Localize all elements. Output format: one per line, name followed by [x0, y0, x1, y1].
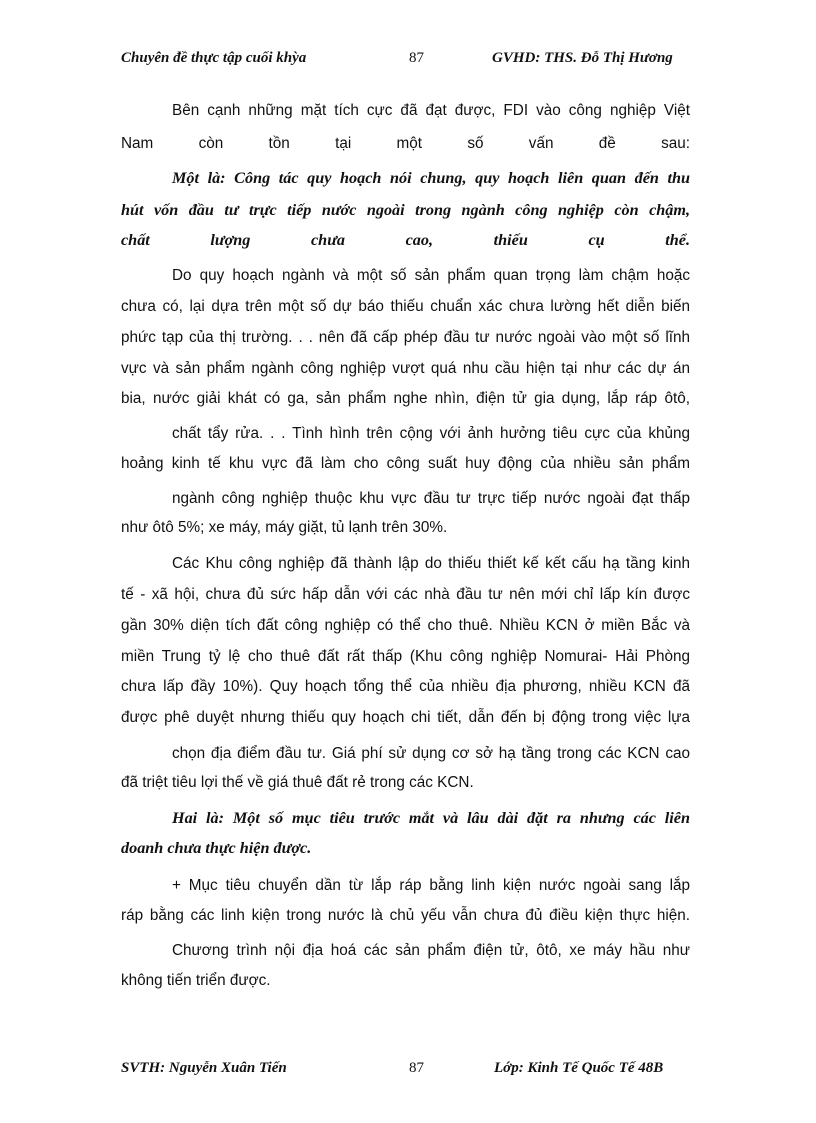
text-line: ngành công nghiệp thuộc khu vực đầu tư trực tiếp nước ngoài đạt thấp	[172, 490, 690, 507]
footer-right-class: Lớp: Kinh Tế Quốc Tế 48B	[494, 1060, 664, 1076]
text-line: chất tẩy rửa. . . Tình hình trên cộng với ảnh hưởng tiêu cực của khủng	[172, 425, 690, 442]
text-line: chưa có, lại dựa trên một số dự báo thiếu chuẩn xác chưa lường hết diễn biến	[121, 298, 690, 315]
text-line: chưa lấp đầy 10%). Quy hoạch tổng thể của nhiều địa phương, nhiều KCN đã	[121, 678, 690, 695]
text-line: ráp bằng các linh kiện trong nước là chủ yếu vẫn chưa đủ điều kiện thực hiện.	[121, 907, 690, 924]
text-line: Do quy hoạch ngành và một số sản phẩm quan trọng làm chậm hoặc	[172, 267, 690, 284]
text-line: Chương trình nội địa hoá các sản phẩm điện tử, ôtô, xe máy hầu như	[172, 942, 690, 959]
header-page-number: 87	[409, 50, 424, 66]
text-line: Các Khu công nghiệp đã thành lập do thiếu thiết kế kết cấu hạ tầng kinh	[172, 555, 690, 572]
section-heading-line: doanh chưa thực hiện được.	[121, 839, 312, 857]
section-heading-line: chất lượng chưa cao, thiếu cụ thể.	[121, 231, 690, 249]
text-line: Nam còn tồn tại một số vấn đề sau:	[121, 135, 690, 152]
text-line: đã triệt tiêu lợi thế về giá thuê đất rẻ trong các KCN.	[121, 774, 474, 791]
text-line: + Mục tiêu chuyển dần từ lắp ráp bằng linh kiện nước ngoài sang lắp	[172, 877, 690, 894]
text-line: phức tạp của thị trường. . . nên đã cấp phép đầu tư nước ngoài vào một số lĩnh	[121, 329, 690, 346]
text-line: chọn địa điểm đầu tư. Giá phí sử dụng cơ sở hạ tầng trong các KCN cao	[172, 745, 690, 762]
footer-page-number: 87	[409, 1060, 424, 1076]
section-heading-line: hút vốn đầu tư trực tiếp nước ngoài trong ngành công nghiệp còn chậm,	[121, 201, 690, 219]
text-line: như ôtô 5%; xe máy, máy giặt, tủ lạnh trên 30%.	[121, 519, 448, 536]
footer-left-student: SVTH: Nguyễn Xuân Tiến	[121, 1060, 287, 1076]
text-line: không tiến triển được.	[121, 972, 271, 989]
text-line: vực và sản phẩm ngành công nghiệp vượt quá nhu cầu hiện tại như các dự án	[121, 360, 690, 377]
text-line: miền Trung tỷ lệ cho thuê đất rất thấp (Khu công nghiệp Nomurai- Hải Phòng	[121, 648, 690, 665]
text-line: hoảng kinh tế khu vực đã làm cho công suất huy động của nhiều sản phẩm	[121, 455, 690, 472]
text-line: được phê duyệt nhưng thiếu quy hoạch chi tiết, dẫn đến bị động trong việc lựa	[121, 709, 690, 726]
header-left-title: Chuyên đề thực tập cuối khỳa	[121, 50, 307, 66]
text-line: tế - xã hội, chưa đủ sức hấp dẫn với các nhà đầu tư nên mới chỉ lấp kín được	[121, 586, 690, 603]
text-line: bia, nước giải khát có ga, sản phẩm nghe nhìn, điện tử gia dụng, lắp ráp ôtô,	[121, 390, 690, 407]
text-line: gần 30% diện tích đất công nghiệp có thể cho thuê. Nhiều KCN ở miền Bắc và	[121, 617, 690, 634]
header-right-supervisor: GVHD: THS. Đỗ Thị Hương	[492, 50, 673, 66]
section-heading-line: Một là: Công tác quy hoạch nói chung, quy hoạch liên quan đến thu	[172, 169, 690, 187]
section-heading-line: Hai là: Một số mục tiêu trước mắt và lâu dài đặt ra nhưng các liên	[172, 809, 690, 827]
text-line: Bên cạnh những mặt tích cực đã đạt được, FDI vào công nghiệp Việt	[172, 102, 690, 119]
